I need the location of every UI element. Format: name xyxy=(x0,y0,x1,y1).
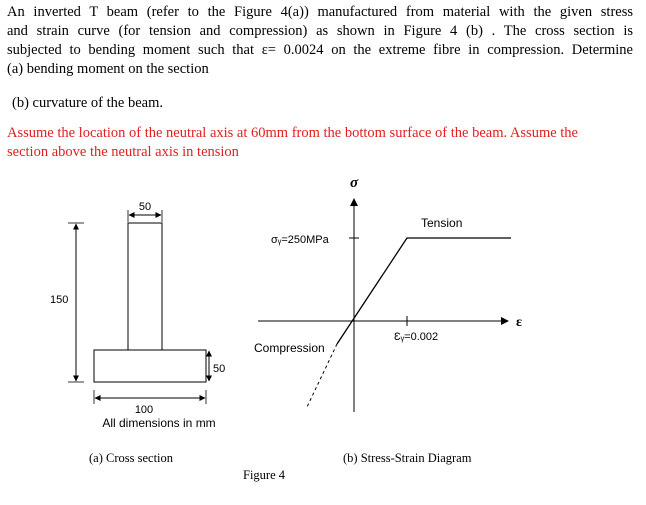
strain-axis-label: ε xyxy=(516,315,522,330)
tension-label: Tension xyxy=(421,216,463,230)
question-line: subjected to bending moment such that ε= 0.0024 on the extreme fibre in compression. Determine xyxy=(7,42,633,58)
units-note: All dimensions in mm xyxy=(102,416,216,430)
height-label: 150 xyxy=(50,294,69,306)
flange-width-label: 100 xyxy=(134,404,154,416)
stress-strain-diagram xyxy=(254,175,522,465)
tension-curve xyxy=(337,238,511,344)
figure-caption: Figure 4 xyxy=(243,468,286,482)
assumption-line: section above the neutral axis in tension xyxy=(7,144,239,160)
flange-rect xyxy=(94,350,206,382)
question-line: An inverted T beam (refer to the Figure 4(a)) manufactured from material with the given stress xyxy=(7,4,633,20)
question-part-a: (a) bending moment on the section xyxy=(7,61,209,77)
yield-strain-label: Ɛᵧ=0.002 xyxy=(394,331,439,343)
cross-section-caption: (a) Cross section xyxy=(89,451,174,465)
web-rect xyxy=(128,223,162,350)
question-part-b: (b) curvature of the beam. xyxy=(12,95,163,111)
web-width-label: 50 xyxy=(138,201,152,213)
stress-strain-caption: (b) Stress-Strain Diagram xyxy=(343,451,472,465)
assumption-line: Assume the location of the neutral axis at 60mm from the bottom surface of the beam. Assume the xyxy=(7,125,578,141)
question-line: and strain curve (for tension and compression) as shown in Figure 4 (b) . The cross section is xyxy=(7,23,633,39)
flange-thickness-label: 50 xyxy=(213,363,226,375)
cross-section-diagram xyxy=(50,201,225,465)
yield-stress-label: σᵧ=250MPa xyxy=(271,234,329,246)
compression-label: Compression xyxy=(254,341,325,355)
stress-axis-label: σ xyxy=(350,175,359,191)
